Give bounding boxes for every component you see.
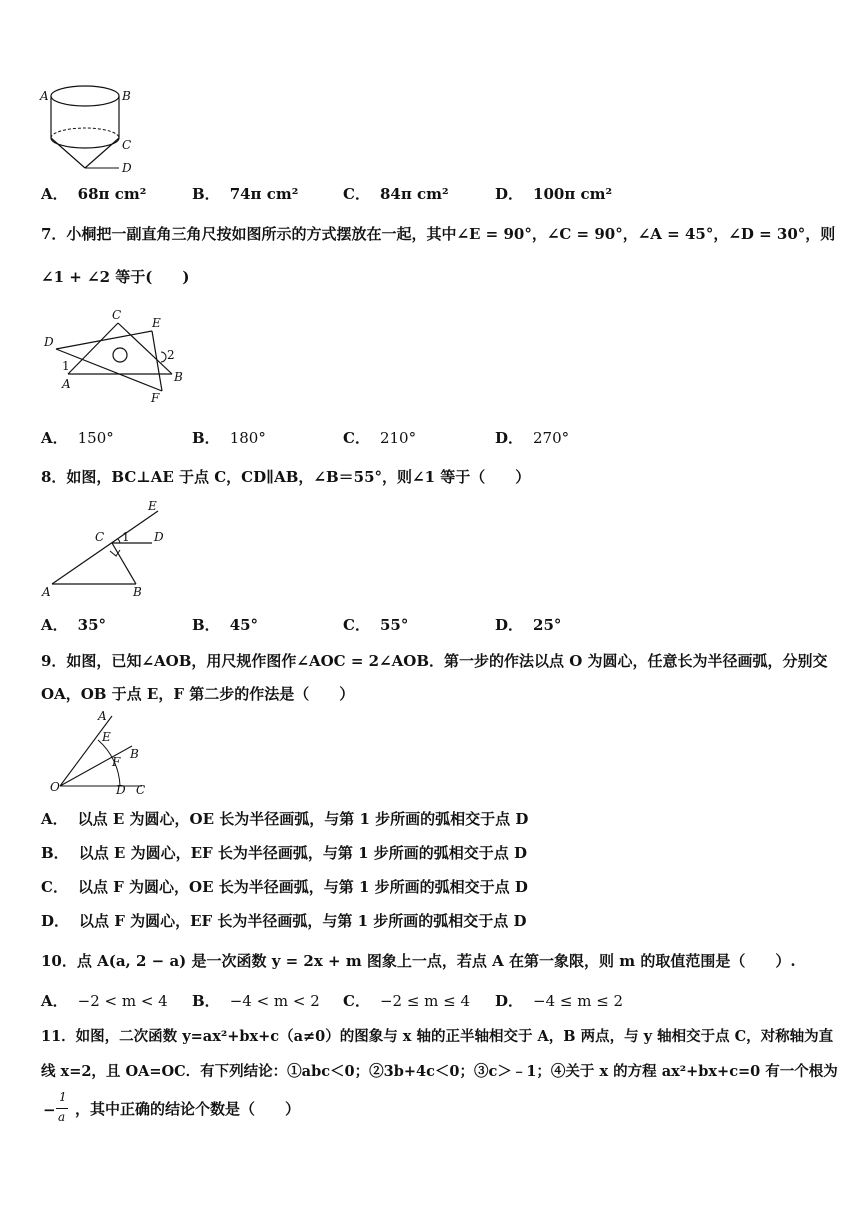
q9-label-c: C — [136, 783, 146, 797]
q9-label-d: D — [116, 783, 126, 797]
q11-frac-minus: − — [43, 1101, 56, 1119]
q10-option-c[interactable]: C． −2 ≤ m ≤ 4 — [343, 992, 471, 1010]
q9-label-b: B — [130, 747, 139, 761]
q7-stem-line1: 7．小桐把一副直角三角尺按如图所示的方式摆放在一起，其中∠E = 90°，∠C = 90°，∠A = 45°，∠D = 30°，则 — [41, 225, 836, 243]
q6-label-b: B — [122, 89, 131, 103]
q10-stem-line1: 10．点 A(a, 2 − a) 是一次函数 y = 2x + m 图象上一点，若点 A 在第一象限，则 m 的取值范围是（ ）. — [41, 952, 796, 970]
q8-label-1: 1 — [122, 530, 130, 544]
q9-option-d[interactable]: D． 以点 F 为圆心，EF 长为半径画弧，与第 1 步所画的弧相交于点 D — [41, 912, 527, 930]
q7-label-e: E — [152, 316, 161, 330]
q8-label-a: A — [42, 585, 51, 599]
q6-option-b[interactable]: B． 74π cm² — [192, 185, 299, 203]
q7-label-a: A — [62, 377, 71, 391]
q7-option-c[interactable]: C． 210° — [343, 429, 417, 447]
q7-option-a[interactable]: A． 150° — [41, 429, 114, 447]
q7-option-d[interactable]: D． 270° — [495, 429, 570, 447]
q11-stem-line2: 线 x=2，且 OA=OC．有下列结论：①abc＜0；②3b+4c＜0；③c＞﹣1；④关于 x 的方程 ax²+bx+c=0 有一个根为 — [41, 1063, 838, 1080]
q10-option-d[interactable]: D． −4 ≤ m ≤ 2 — [495, 992, 624, 1010]
q9-label-o: O — [50, 780, 60, 794]
q9-stem-line2: OA，OB 于点 E，F 第二步的作法是（ ） — [41, 685, 355, 703]
q6-option-d[interactable]: D． 100π cm² — [495, 185, 613, 203]
q9-option-c[interactable]: C． 以点 F 为圆心，OE 长为半径画弧，与第 1 步所画的弧相交于点 D — [41, 878, 528, 896]
q11-frac-den: a — [58, 1110, 66, 1124]
q7-label-b: B — [174, 370, 183, 384]
q8-option-a[interactable]: A． 35° — [41, 616, 107, 634]
q9-label-a: A — [98, 709, 107, 723]
q7-label-d: D — [44, 335, 54, 349]
q6-label-c: C — [122, 138, 132, 152]
q9-label-e: E — [102, 730, 111, 744]
q7-label-1: 1 — [62, 359, 70, 373]
q6-label-a: A — [40, 89, 49, 103]
q9-figure — [46, 710, 156, 796]
q7-label-c: C — [112, 308, 122, 322]
q8-option-b[interactable]: B． 45° — [192, 616, 259, 634]
q6-label-d: D — [122, 161, 132, 175]
q8-figure — [40, 496, 190, 602]
q9-label-f: F — [112, 755, 121, 769]
q11-frac-num: 1 — [59, 1090, 67, 1104]
q7-label-f: F — [151, 391, 160, 405]
q10-option-b[interactable]: B． −4 < m < 2 — [192, 992, 320, 1010]
q6-figure — [38, 80, 148, 180]
q7-label-2: 2 — [167, 348, 175, 362]
q6-option-a[interactable]: A． 68π cm² — [41, 185, 147, 203]
q11-frac-bar — [56, 1108, 68, 1109]
q11-stem-line1: 11．如图，二次函数 y=ax²+bx+c（a≠0）的图象与 x 轴的正半轴相交于 A，B 两点，与 y 轴相交于点 C，对称轴为直 — [41, 1028, 834, 1045]
q7-option-b[interactable]: B． 180° — [192, 429, 266, 447]
q9-stem-line1: 9．如图，已知∠AOB，用尺规作图作∠AOC = 2∠AOB．第一步的作法以点 O 为圆心，任意长为半径画弧，分别交 — [41, 652, 828, 670]
q6-option-c[interactable]: C． 84π cm² — [343, 185, 449, 203]
q9-option-b[interactable]: B． 以点 E 为圆心，EF 长为半径画弧，与第 1 步所画的弧相交于点 D — [41, 844, 527, 862]
q8-label-d: D — [154, 530, 164, 544]
q8-label-b: B — [133, 585, 142, 599]
q8-option-d[interactable]: D． 25° — [495, 616, 562, 634]
q7-stem-line2: ∠1 + ∠2 等于( ) — [41, 268, 190, 286]
q8-stem-line1: 8．如图，BC⊥AE 于点 C，CD∥AB，∠B＝55°，则∠1 等于（ ） — [41, 468, 531, 486]
q9-option-a[interactable]: A． 以点 E 为圆心，OE 长为半径画弧，与第 1 步所画的弧相交于点 D — [41, 810, 529, 828]
q11-stem-line3: ，其中正确的结论个数是（ ） — [75, 1100, 301, 1118]
q8-label-c: C — [95, 530, 105, 544]
q10-option-a[interactable]: A． −2 < m < 4 — [41, 992, 168, 1010]
q8-label-e: E — [148, 499, 157, 513]
q7-figure — [40, 306, 200, 406]
q8-option-c[interactable]: C． 55° — [343, 616, 409, 634]
